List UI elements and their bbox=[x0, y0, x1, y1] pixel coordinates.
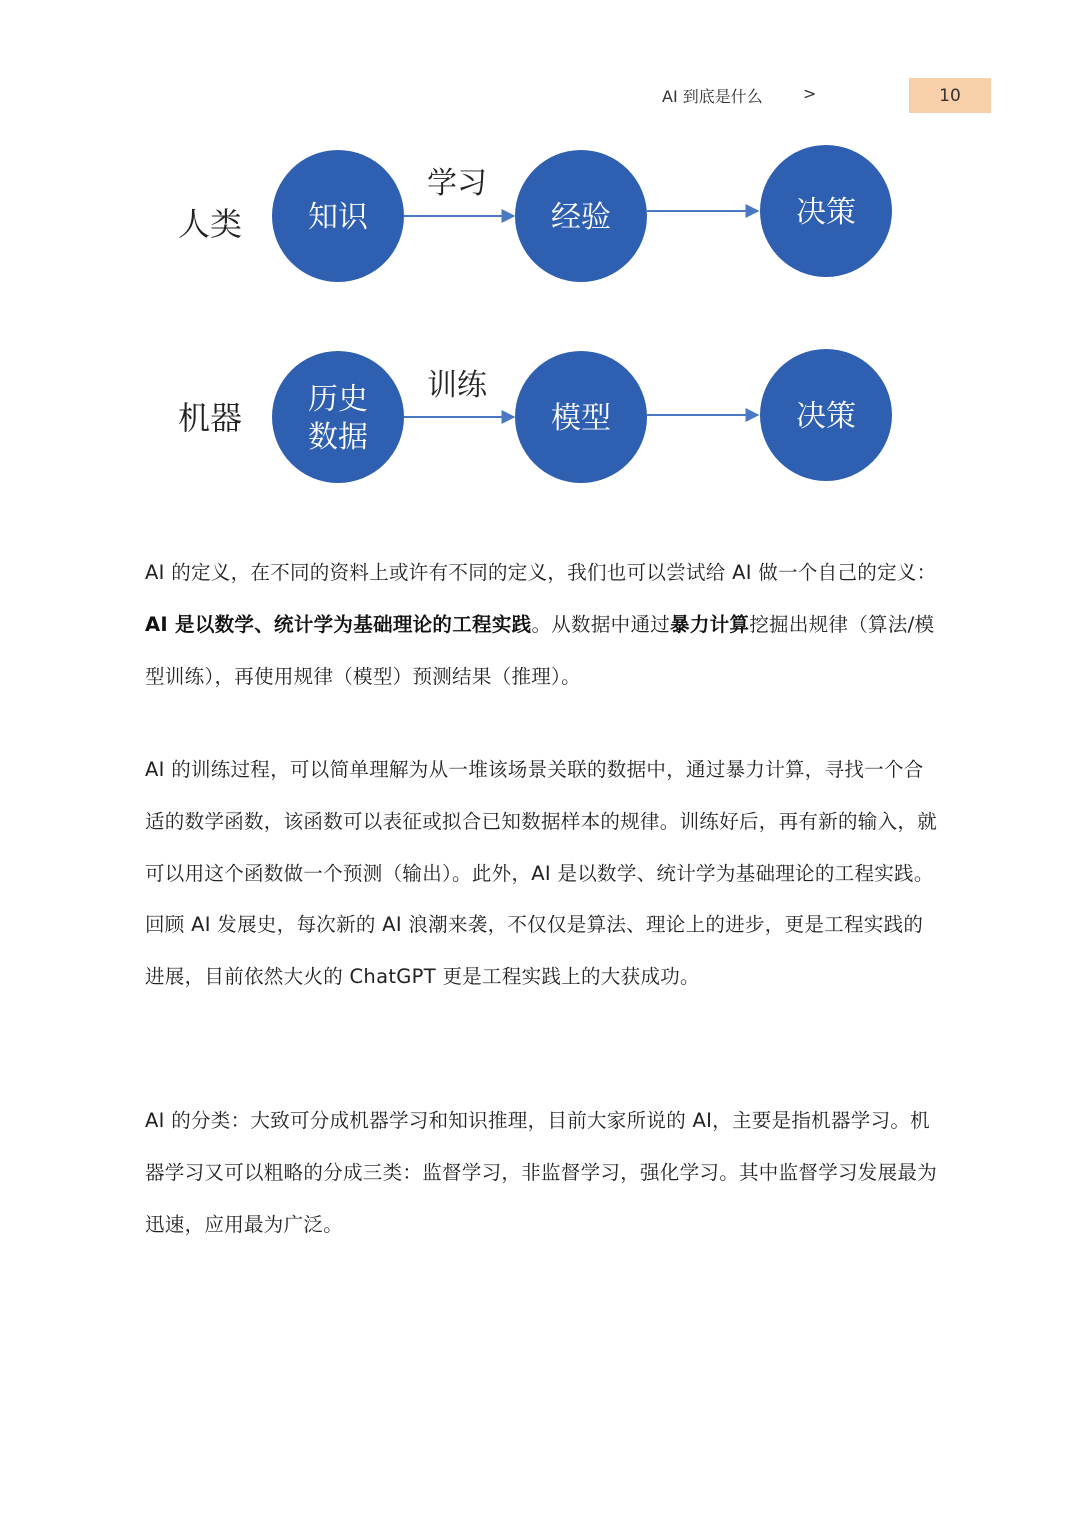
paragraph-text: 挖掘出规律（算法/模型训练），再使用规律（模型）预测结果（推理）。 bbox=[145, 612, 935, 688]
node-knowledge-label: 知识 bbox=[308, 200, 368, 235]
paragraph-ai-training: AI 的训练过程，可以简单理解为从一堆该场景关联的数据中，通过暴力计算，寻找一个合适的数学函数，该函数可以表征或拟合已知数据样本的规律。训练好后，再有新的输入，就可以用这个函数做一个预测（输出）。此外，AI 是以数学、统计学为基础理论的工程实践。回顾 AI 发展史，每次新的 AI 浪潮来袭，不仅仅是算法、理论上的进步，更是工程实践的进展，目前依然大火的 ChatGPT 更是工程实践上的大获成功。 bbox=[145, 758, 938, 989]
row-label-machine: 机器 bbox=[178, 399, 243, 437]
bold-definition: AI 是以数学、统计学为基础理论的工程实践 bbox=[145, 612, 532, 636]
paragraph-text: 。从数据中通过 bbox=[531, 612, 671, 636]
paragraph-text: AI 的定义，在不同的资料上或许有不同的定义，我们也可以尝试给 AI 做一个自己的定义： bbox=[145, 561, 937, 584]
node-experience-label: 经验 bbox=[551, 200, 611, 235]
chapter-title: AI 到底是什么 bbox=[662, 87, 763, 106]
bold-brute-force: 暴力计算 bbox=[670, 612, 750, 636]
node-historical-data-line1: 历史 bbox=[308, 382, 368, 417]
node-model-label: 模型 bbox=[551, 401, 611, 436]
node-historical-data-line2: 数据 bbox=[308, 420, 368, 455]
node-historical-data bbox=[272, 351, 404, 483]
page-number-badge: 10 bbox=[909, 78, 991, 113]
node-decision-machine-label: 决策 bbox=[796, 399, 856, 434]
paragraph-ai-definition bbox=[145, 547, 940, 702]
row-label-human: 人类 bbox=[178, 205, 243, 243]
node-decision-human-label: 决策 bbox=[796, 195, 856, 230]
paragraph-ai-classification: AI 的分类：大致可分成机器学习和知识推理，目前大家所说的 AI，主要是指机器学习。机器学习又可以粗略的分成三类：监督学习，非监督学习，强化学习。其中监督学习发展最为迅速，应用最为广泛。 bbox=[145, 1109, 938, 1236]
edge-label-learn: 学习 bbox=[427, 166, 487, 201]
human-vs-machine-diagram bbox=[150, 125, 928, 500]
chevron-right-icon: > bbox=[803, 84, 817, 103]
edge-label-train: 训练 bbox=[427, 368, 487, 403]
